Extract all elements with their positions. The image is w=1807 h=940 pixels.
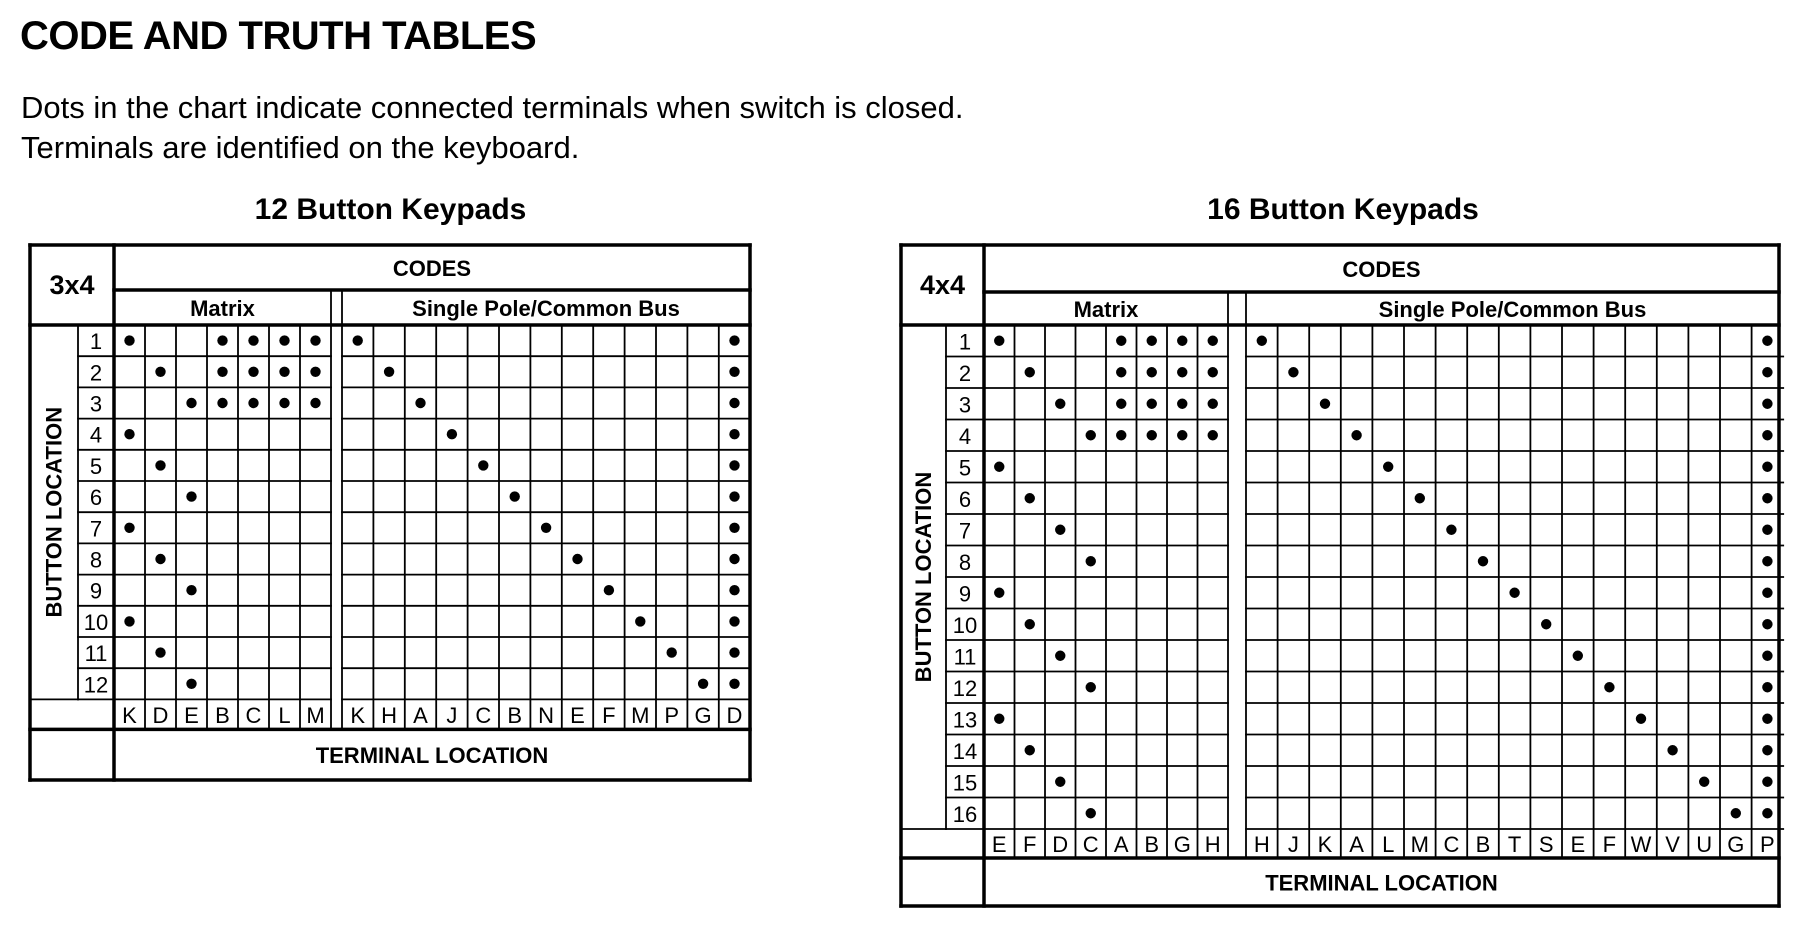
bus-terminal-letter: J <box>446 702 458 728</box>
connection-dot <box>1177 336 1187 346</box>
config-label: 3x4 <box>49 270 95 300</box>
bus-terminal-letter: M <box>1410 832 1429 857</box>
connection-dot <box>1025 619 1035 629</box>
connection-dot <box>124 429 134 439</box>
matrix-terminal-letter: G <box>1173 832 1191 857</box>
connection-dot <box>572 554 582 564</box>
connection-dot <box>1177 399 1187 409</box>
matrix-terminal-letter: E <box>184 702 199 728</box>
connection-dot <box>155 647 165 657</box>
matrix-terminal-letter: L <box>278 702 291 728</box>
connection-dot <box>478 460 488 470</box>
connection-dot <box>1351 430 1361 440</box>
connection-dot <box>729 460 739 470</box>
button-number: 11 <box>84 641 108 667</box>
connection-dot <box>415 398 425 408</box>
button-number: 2 <box>89 360 103 386</box>
bus-terminal-letter: H <box>381 702 398 728</box>
connection-dot <box>1208 336 1218 346</box>
connection-dot <box>1116 399 1126 409</box>
section-title-16-button: 16 Button Keypads <box>1207 193 1479 226</box>
bus-terminal-letter: W <box>1630 832 1652 857</box>
connection-dot <box>1762 714 1772 724</box>
matrix-terminal-letter: D <box>1052 832 1069 857</box>
connection-dot <box>186 491 196 501</box>
bus-terminal-letter: F <box>1602 832 1617 857</box>
connection-dot <box>510 491 520 501</box>
connection-dot <box>1055 651 1065 661</box>
connection-dot <box>1147 336 1157 346</box>
connection-dot <box>447 429 457 439</box>
connection-dot <box>1541 619 1551 629</box>
connection-dot <box>729 429 739 439</box>
connection-dot <box>1762 525 1772 535</box>
bus-terminal-letter: E <box>1570 832 1586 857</box>
connection-dot <box>1177 430 1187 440</box>
connection-dot <box>1762 588 1772 598</box>
connection-dot <box>1116 336 1126 346</box>
bus-terminal-letter: B <box>507 702 523 728</box>
connection-dot <box>1446 525 1456 535</box>
bus-terminal-letter: G <box>1727 832 1745 857</box>
connection-dot <box>1025 745 1035 755</box>
button-number: 11 <box>953 644 977 670</box>
button-number: 6 <box>89 485 103 511</box>
connection-dot <box>1025 367 1035 377</box>
section-title-12-button: 12 Button Keypads <box>254 193 527 226</box>
config-label: 4x4 <box>919 270 966 300</box>
connection-dot <box>698 679 708 689</box>
button-location-label: BUTTON LOCATION <box>41 406 67 618</box>
connection-dot <box>310 367 320 377</box>
button-number: 9 <box>89 578 103 604</box>
bus-terminal-letter: K <box>1317 832 1333 857</box>
bus-terminal-letter: J <box>1287 832 1299 857</box>
connection-dot <box>1415 493 1425 503</box>
connection-dot <box>1383 462 1393 472</box>
button-number: 2 <box>958 360 972 386</box>
matrix-terminal-letter: B <box>1144 832 1160 857</box>
connection-dot <box>279 367 289 377</box>
connection-dot <box>1478 556 1488 566</box>
truth-table-12-button <box>30 245 750 780</box>
bus-terminal-letter: C <box>1443 832 1460 857</box>
button-number: 4 <box>958 423 972 449</box>
bus-header: Single Pole/Common Bus <box>1378 297 1647 322</box>
connection-dot <box>1116 367 1126 377</box>
connection-dot <box>1762 336 1772 346</box>
connection-dot <box>186 679 196 689</box>
bus-terminal-letter: P <box>664 702 680 728</box>
bus-header: Single Pole/Common Bus <box>412 296 680 321</box>
button-number: 10 <box>83 609 109 635</box>
connection-dot <box>994 714 1004 724</box>
matrix-terminal-letter: K <box>122 702 137 728</box>
connection-dot <box>1762 399 1772 409</box>
matrix-terminal-letter: H <box>1204 832 1221 857</box>
connection-dot <box>1055 777 1065 787</box>
connection-dot <box>729 554 739 564</box>
connection-dot <box>1086 682 1096 692</box>
connection-dot <box>155 367 165 377</box>
connection-dot <box>1086 808 1096 818</box>
matrix-terminal-letter: C <box>1082 832 1099 857</box>
button-number: 4 <box>89 422 103 448</box>
bus-terminal-letter: D <box>726 702 743 728</box>
bus-terminal-letter: A <box>413 702 428 728</box>
intro-line: Terminals are identified on the keyboard. <box>21 130 580 165</box>
matrix-terminal-letter: M <box>306 702 325 728</box>
connection-dot <box>384 367 394 377</box>
terminal-location-header: TERMINAL LOCATION <box>315 743 549 769</box>
codes-header: CODES <box>1342 257 1421 282</box>
connection-dot <box>994 462 1004 472</box>
connection-dot <box>1147 367 1157 377</box>
button-number: 14 <box>952 738 978 764</box>
connection-dot <box>155 554 165 564</box>
connection-dot <box>1604 682 1614 692</box>
connection-dot <box>604 585 614 595</box>
connection-dot <box>1147 399 1157 409</box>
connection-dot <box>1762 619 1772 629</box>
bus-terminal-letter: T <box>1507 832 1522 857</box>
connection-dot <box>310 398 320 408</box>
bus-terminal-letter: U <box>1696 832 1713 857</box>
connection-dot <box>217 335 227 345</box>
matrix-terminal-letter: D <box>152 702 169 728</box>
matrix-terminal-letter: C <box>245 702 262 728</box>
matrix-header: Matrix <box>190 296 255 321</box>
connection-dot <box>729 335 739 345</box>
connection-dot <box>1208 430 1218 440</box>
connection-dot <box>994 588 1004 598</box>
connection-dot <box>124 523 134 533</box>
bus-terminal-letter: E <box>570 702 585 728</box>
connection-dot <box>1667 745 1677 755</box>
matrix-terminal-letter: B <box>215 702 230 728</box>
connection-dot <box>1116 430 1126 440</box>
button-number: 8 <box>89 547 103 573</box>
connection-dot <box>186 585 196 595</box>
matrix-terminal-letter: A <box>1113 832 1129 857</box>
connection-dot <box>1025 493 1035 503</box>
connection-dot <box>1509 588 1519 598</box>
connection-dot <box>124 616 134 626</box>
button-number: 9 <box>958 581 972 607</box>
bus-terminal-letter: K <box>350 702 366 728</box>
connection-dot <box>729 679 739 689</box>
bus-terminal-letter: A <box>1349 832 1364 857</box>
connection-dot <box>1320 399 1330 409</box>
connection-dot <box>1147 430 1157 440</box>
button-number: 6 <box>958 486 972 512</box>
connection-dot <box>1762 493 1772 503</box>
connection-dot <box>1208 367 1218 377</box>
button-number: 5 <box>958 455 972 481</box>
connection-dot <box>1762 430 1772 440</box>
button-number: 7 <box>958 518 972 544</box>
button-number: 15 <box>952 770 978 796</box>
intro-line: Dots in the chart indicate connected terminals when switch is closed. <box>21 90 964 125</box>
bus-terminal-letter: M <box>631 702 650 728</box>
connection-dot <box>353 335 363 345</box>
connection-dot <box>1636 714 1646 724</box>
connection-dot <box>1762 556 1772 566</box>
bus-terminal-letter: G <box>694 702 712 728</box>
bus-terminal-letter: H <box>1253 832 1270 857</box>
button-number: 7 <box>89 516 103 542</box>
connection-dot <box>1055 399 1065 409</box>
connection-dot <box>1208 399 1218 409</box>
connection-dot <box>186 398 196 408</box>
connection-dot <box>541 523 551 533</box>
bus-terminal-letter: F <box>602 702 616 728</box>
connection-dot <box>217 367 227 377</box>
page-title: CODE AND TRUTH TABLES <box>20 14 537 58</box>
connection-dot <box>279 398 289 408</box>
bus-terminal-letter: N <box>538 702 555 728</box>
button-number: 13 <box>952 707 978 733</box>
connection-dot <box>1177 367 1187 377</box>
button-number: 5 <box>89 453 103 479</box>
connection-dot <box>248 367 258 377</box>
truth-table-16-button <box>901 245 1783 906</box>
connection-dot <box>729 491 739 501</box>
connection-dot <box>124 335 134 345</box>
connection-dot <box>729 616 739 626</box>
connection-dot <box>1257 336 1267 346</box>
connection-dot <box>729 367 739 377</box>
button-number: 3 <box>89 391 103 417</box>
connection-dot <box>1055 525 1065 535</box>
connection-dot <box>1086 430 1096 440</box>
bus-terminal-letter: S <box>1538 832 1554 857</box>
connection-dot <box>635 616 645 626</box>
connection-dot <box>248 335 258 345</box>
connection-dot <box>1288 367 1298 377</box>
button-number: 16 <box>952 801 978 827</box>
connection-dot <box>667 647 677 657</box>
connection-dot <box>1762 777 1772 787</box>
connection-dot <box>729 585 739 595</box>
matrix-header: Matrix <box>1073 297 1139 322</box>
connection-dot <box>729 647 739 657</box>
terminal-location-header: TERMINAL LOCATION <box>1265 870 1498 896</box>
matrix-terminal-letter: E <box>991 832 1007 857</box>
connection-dot <box>729 398 739 408</box>
bus-terminal-letter: B <box>1475 832 1491 857</box>
bus-terminal-letter: L <box>1382 832 1395 857</box>
connection-dot <box>1731 808 1741 818</box>
connection-dot <box>1699 777 1709 787</box>
codes-header: CODES <box>392 256 472 281</box>
button-number: 1 <box>89 329 103 355</box>
connection-dot <box>1762 745 1772 755</box>
connection-dot <box>1762 682 1772 692</box>
button-number: 10 <box>952 612 978 638</box>
button-number: 12 <box>952 675 978 701</box>
connection-dot <box>1762 462 1772 472</box>
connection-dot <box>279 335 289 345</box>
connection-dot <box>1086 556 1096 566</box>
button-number: 3 <box>958 392 972 418</box>
connection-dot <box>310 335 320 345</box>
connection-dot <box>1762 367 1772 377</box>
connection-dot <box>729 523 739 533</box>
matrix-terminal-letter: F <box>1023 832 1037 857</box>
connection-dot <box>217 398 227 408</box>
button-location-label: BUTTON LOCATION <box>911 471 936 683</box>
button-number: 1 <box>958 329 972 355</box>
bus-terminal-letter: P <box>1760 832 1775 857</box>
button-number: 12 <box>83 672 109 698</box>
connection-dot <box>1762 808 1772 818</box>
bus-terminal-letter: C <box>475 702 492 728</box>
connection-dot <box>1762 651 1772 661</box>
connection-dot <box>994 336 1004 346</box>
connection-dot <box>1573 651 1583 661</box>
connection-dot <box>155 460 165 470</box>
button-number: 8 <box>958 549 972 575</box>
bus-terminal-letter: V <box>1665 832 1680 857</box>
connection-dot <box>248 398 258 408</box>
